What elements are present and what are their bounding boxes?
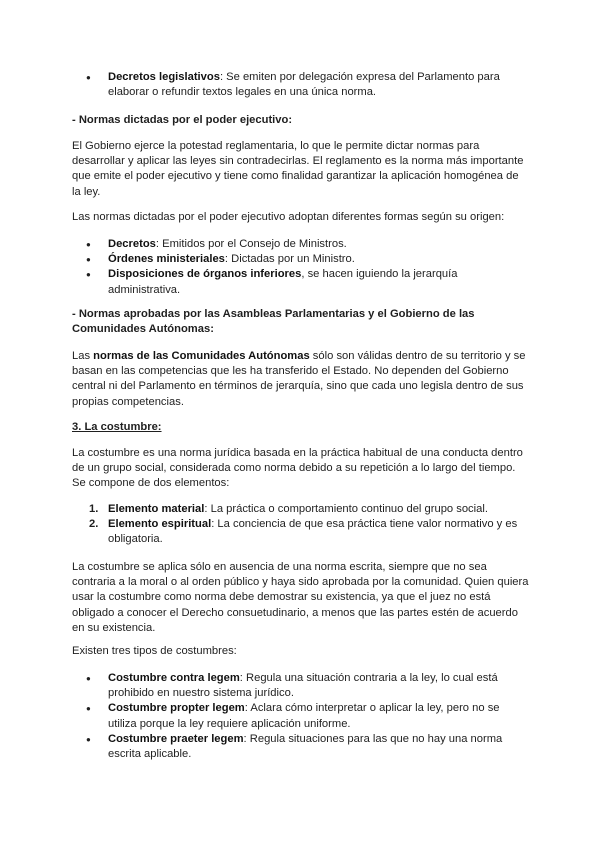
list-item-number: 1. — [89, 503, 99, 515]
text-span: sólo son válidas dentro de su territorio y se basan en las competencias que les ha transferido el Estado. No dependen del Gobierno central ni del Parlamento en términos de jerarquía, sino que cada uno legisla dentro de sus propias competencias. — [72, 350, 526, 408]
list-item — [72, 671, 530, 701]
list-item — [72, 237, 530, 252]
list-item-text: : Aclara cómo interpretar o aplicar la ley, pero no se utiliza porque la ley requiere aplicación uniforme. — [108, 702, 500, 730]
paragraph-comunidades-autonomas — [72, 349, 530, 410]
list-item-text: : Regula situaciones para las que no hay una norma escrita aplicable. — [108, 732, 503, 761]
list-item-term: Elemento material — [108, 503, 205, 515]
section-heading-costumbre: 3. La costumbre: — [72, 421, 162, 433]
list-item-term: Costumbre propter legem — [108, 702, 245, 715]
list-item-text: : Emitidos por el Consejo de Ministros. — [155, 238, 347, 250]
list-item-number: 2. — [89, 518, 99, 531]
section-heading-autonomas: - Normas aprobadas por las Asambleas Parlamentarias y el Gobierno de las Comunidades Autónomas: — [72, 308, 475, 336]
list-item-term: Costumbre contra legem — [108, 672, 240, 684]
list-item — [72, 252, 530, 267]
list-item-term: Disposiciones de órganos inferiores — [108, 268, 302, 281]
list-item-term: Costumbre praeter legem — [108, 732, 244, 745]
list-item-text: : Dictadas por un Ministro. — [224, 253, 355, 266]
paragraph-costumbre-aplicacion: La costumbre se aplica sólo en ausencia de una norma escrita, siempre que no sea contraria a la moral o al orden público y haya sido aprobada por la comunidad. Quien quiera usar la costumbre como norma debe demostrar su existencia, ya que el juez no está obligado a conocer el Derecho consuetudinario, a menos que las partes estén de acuerdo en su existencia. — [72, 561, 529, 634]
paragraph-formas-origen: Las normas dictadas por el poder ejecutivo adoptan diferentes formas según su origen: — [72, 211, 505, 223]
section-heading-ejecutivo: - Normas dictadas por el poder ejecutivo: — [72, 114, 293, 126]
list-item-text: : Se emiten por delegación expresa del Parlamento para elaborar o refundir textos legales en una única norma. — [108, 71, 500, 99]
list-item-term: Decretos legislativos — [108, 71, 220, 83]
list-item — [72, 517, 530, 547]
list-item-term: Elemento espiritual — [108, 518, 212, 531]
list-item-text: , se hacen iguiendo la jerarquía administrativa. — [108, 268, 458, 296]
list-item — [72, 732, 530, 762]
paragraph-costumbre-definicion: La costumbre es una norma jurídica basada en la práctica habitual de una conducta dentro de un grupo social, considerada como norma debido a su repetición a lo largo del tiempo. Se compone de dos elementos: — [72, 447, 523, 490]
decretos-legislativos-list — [72, 70, 530, 100]
list-item-text: : Regula una situación contraria a la ley, lo cual está prohibido en nuestro sistema jurídico. — [108, 672, 498, 700]
ejecutivo-forms-list — [72, 237, 530, 298]
list-item-term: Decretos — [108, 238, 156, 250]
list-item-text: : La práctica o comportamiento continuo del grupo social. — [204, 503, 488, 515]
list-item — [72, 502, 530, 517]
costumbre-types-list — [72, 671, 530, 762]
list-item — [72, 267, 530, 297]
costumbre-elements-list — [72, 502, 530, 548]
text-span: Las — [72, 350, 94, 362]
list-item — [72, 701, 530, 731]
list-item-term: Órdenes ministeriales — [108, 253, 225, 266]
paragraph-potestad-reglamentaria: El Gobierno ejerce la potestad reglamentaria, lo que le permite dictar normas para desarrollar y aplicar las leyes sin contradecirlas. El reglamento es la norma más importante que emite el poder ejecutivo y tiene como finalidad garantizar la aplicación homogénea de la ley. — [72, 140, 524, 198]
list-item-text: : La conciencia de que esa práctica tiene valor normativo y es obligatoria. — [108, 518, 518, 546]
bold-term: normas de las Comunidades Autónomas — [93, 350, 310, 362]
list-item — [72, 70, 530, 100]
paragraph-tipos-costumbres: Existen tres tipos de costumbres: — [72, 645, 237, 657]
